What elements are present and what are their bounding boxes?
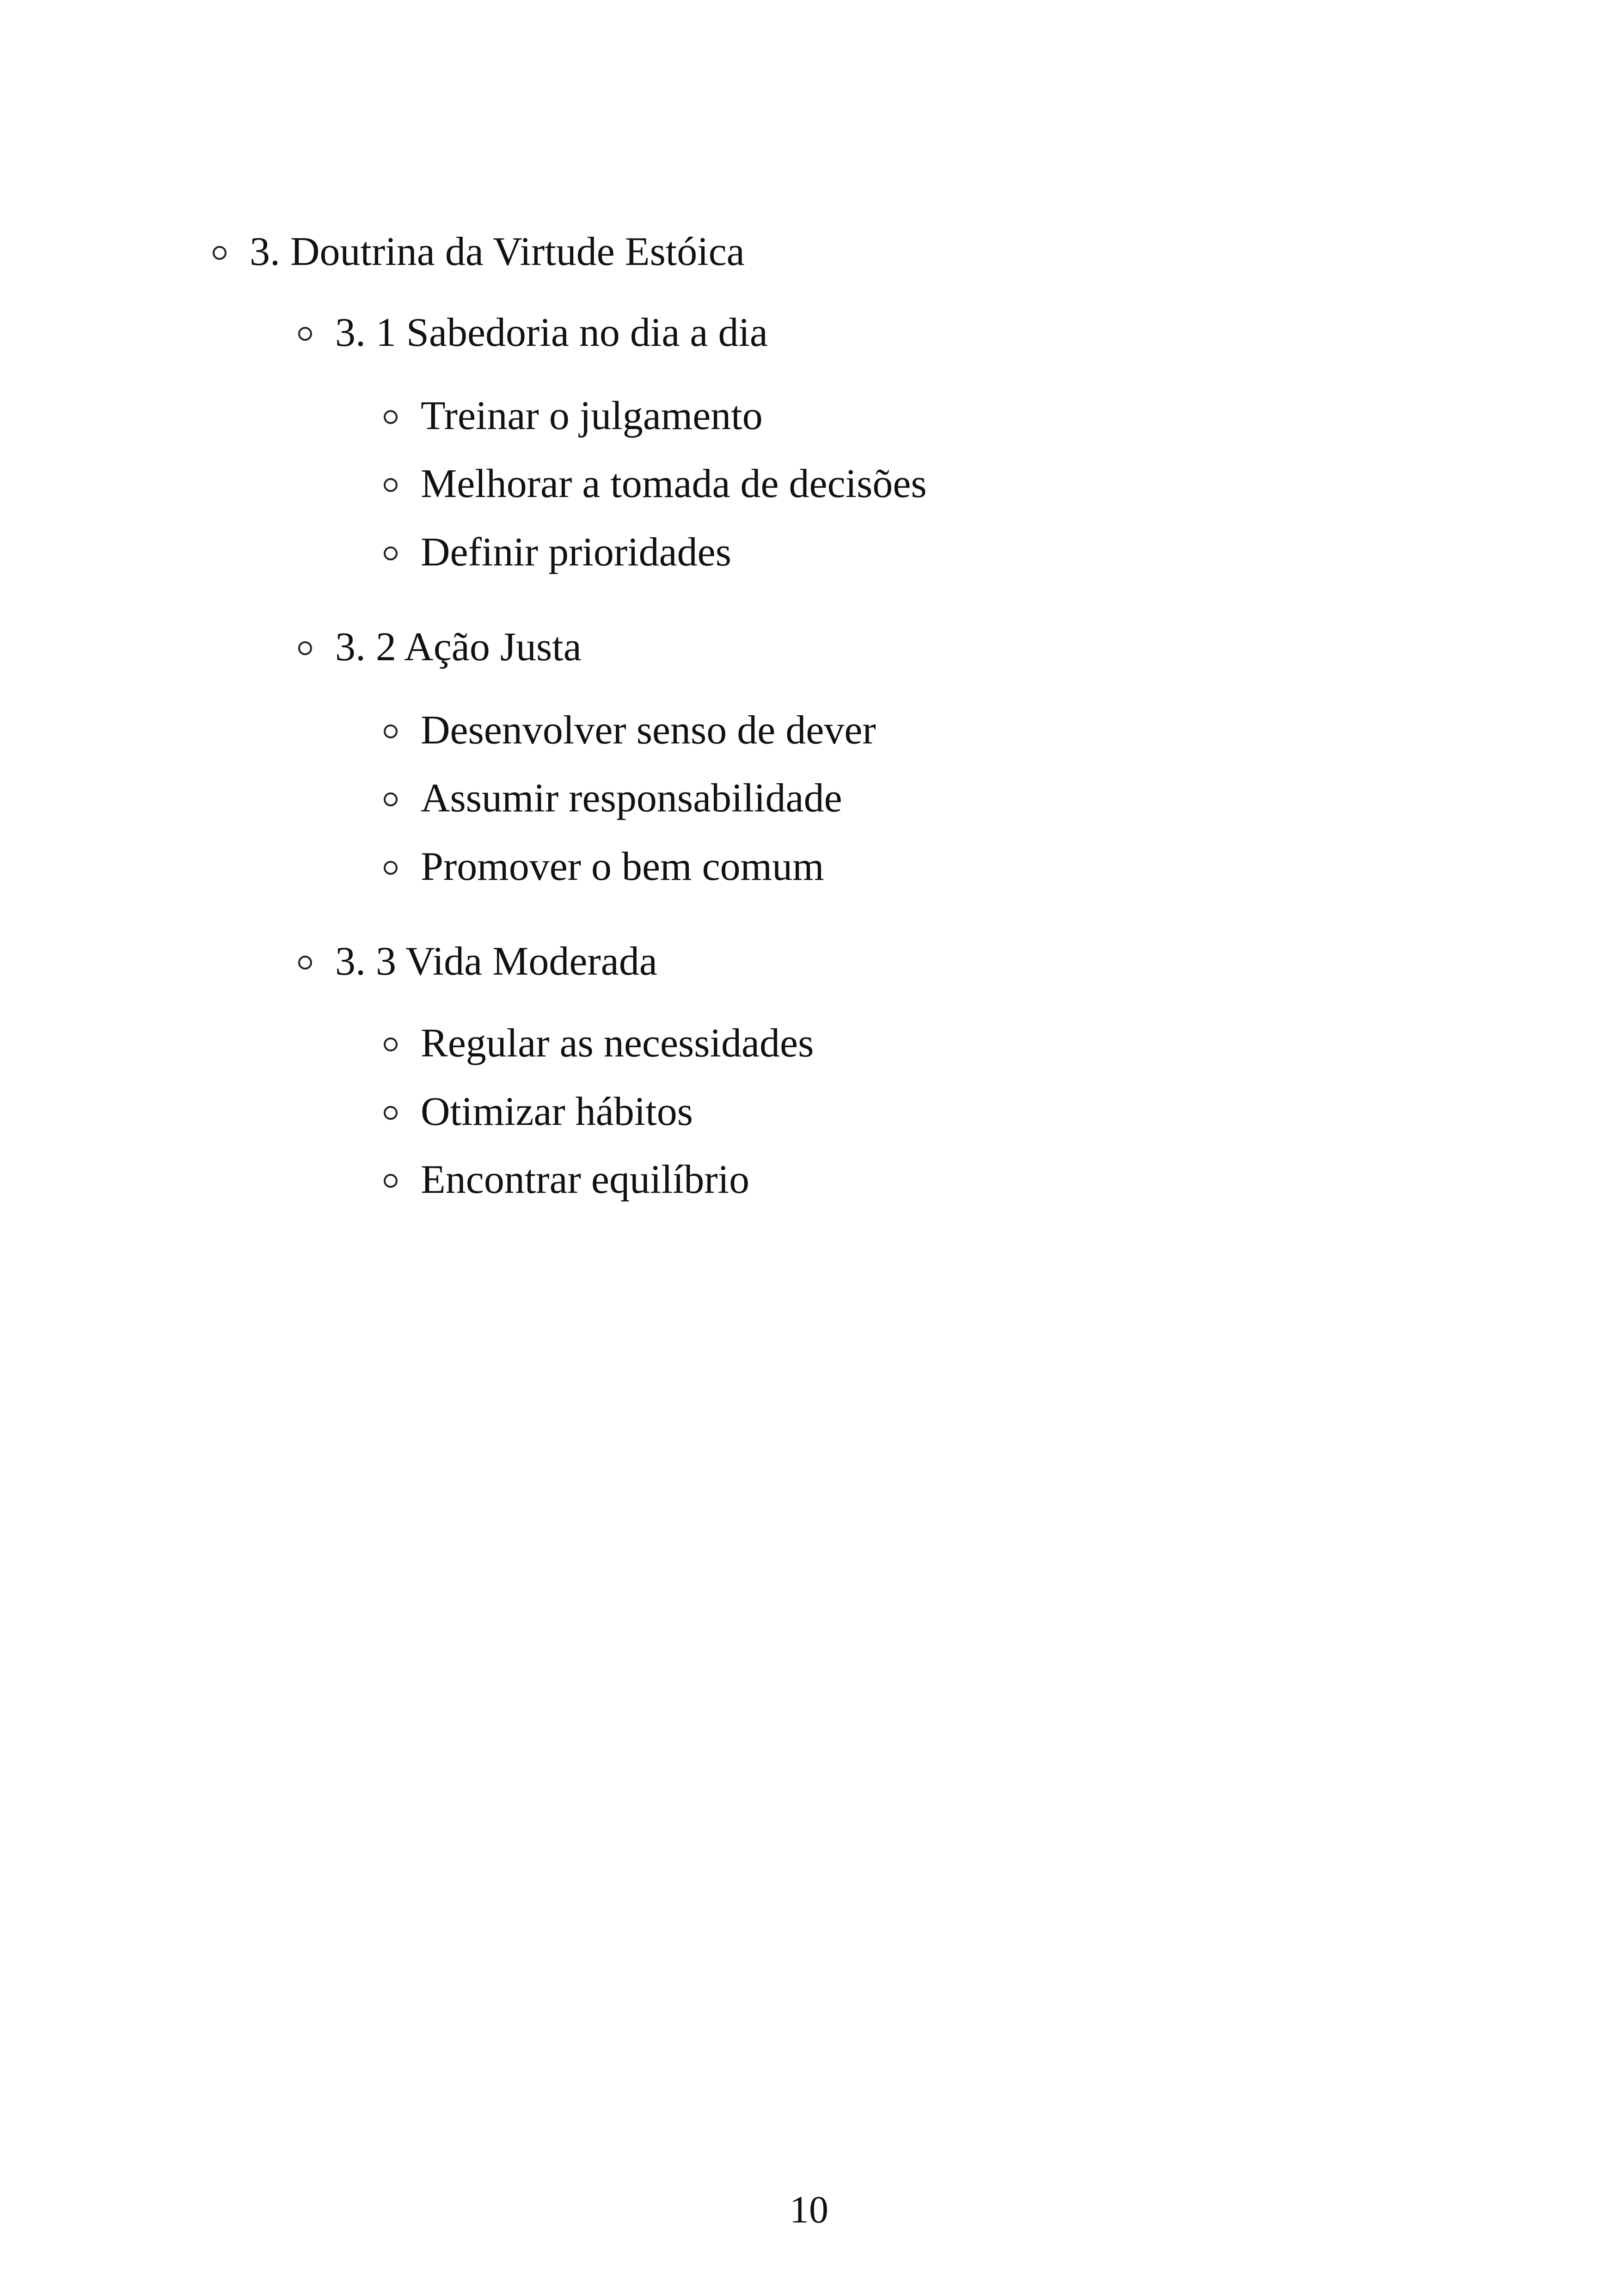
section-heading-text: 3. 1 Sabedoria no dia a dia <box>335 310 768 355</box>
list-item-text: Otimizar hábitos <box>421 1089 693 1134</box>
list-item-text: Treinar o julgamento <box>421 393 763 438</box>
list-item <box>384 393 763 439</box>
list-item-text: Regular as necessidades <box>421 1021 814 1066</box>
list-item-text: Promover o bem comum <box>421 844 824 889</box>
hollow-circle-bullet-icon <box>384 1037 398 1051</box>
list-item <box>384 775 842 822</box>
outline-title-text: 3. Doutrina da Virtude Estóica <box>250 229 745 274</box>
hollow-circle-bullet-icon <box>384 792 398 806</box>
hollow-circle-bullet-icon <box>298 641 312 655</box>
list-item-text: Encontrar equilíbrio <box>421 1157 750 1202</box>
list-item <box>384 461 927 507</box>
section-heading <box>298 624 582 670</box>
hollow-circle-bullet-icon <box>384 724 398 738</box>
hollow-circle-bullet-icon <box>384 478 398 492</box>
list-item <box>384 1157 749 1203</box>
page-number: 10 <box>790 2188 828 2231</box>
hollow-circle-bullet-icon <box>384 1174 398 1188</box>
section-heading-text: 3. 2 Ação Justa <box>335 625 582 669</box>
hollow-circle-bullet-icon <box>384 1106 398 1120</box>
outline-title <box>213 229 745 275</box>
list-item <box>384 707 876 754</box>
list-item-text: Desenvolver senso de dever <box>421 708 876 753</box>
section-heading <box>298 939 657 985</box>
list-item-text: Melhorar a tomada de decisões <box>421 461 927 506</box>
hollow-circle-bullet-icon <box>298 956 312 970</box>
hollow-circle-bullet-icon <box>213 246 227 260</box>
list-item <box>384 844 824 890</box>
section-heading <box>298 310 768 356</box>
list-item-text: Definir prioridades <box>421 530 731 575</box>
hollow-circle-bullet-icon <box>384 546 398 560</box>
list-item-text: Assumir responsabilidade <box>421 776 842 821</box>
list-item <box>384 1089 693 1135</box>
hollow-circle-bullet-icon <box>298 327 312 341</box>
hollow-circle-bullet-icon <box>384 410 398 424</box>
hollow-circle-bullet-icon <box>384 861 398 875</box>
list-item <box>384 1020 814 1067</box>
list-item <box>384 529 731 576</box>
section-heading-text: 3. 3 Vida Moderada <box>335 939 657 984</box>
